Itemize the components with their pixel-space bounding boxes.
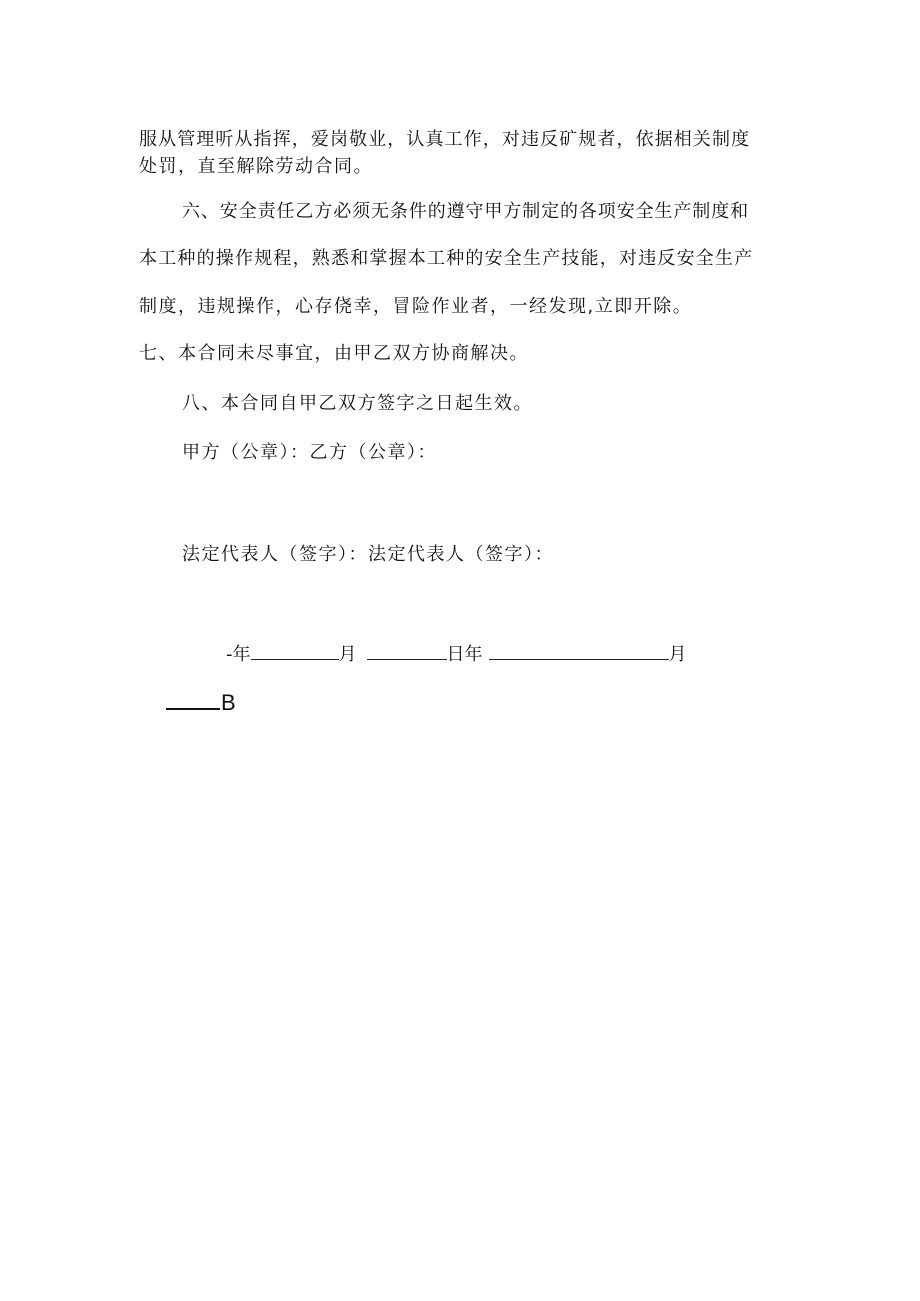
date-line bbox=[226, 641, 687, 667]
date-blank-2 bbox=[367, 641, 447, 660]
legal-representative-line: 法定代表人（签字）：法定代表人（签字）： bbox=[182, 544, 554, 565]
date-blank-1 bbox=[251, 641, 339, 660]
clause-six-line-2: 本工种的操作规程，熟悉和掌握本工种的安全生产技能，对违反安全生产 bbox=[139, 248, 754, 269]
paragraph-line-2: 处罚，直至解除劳动合同。 bbox=[139, 156, 373, 177]
paragraph-line-1: 服从管理听从指挥，爱岗敬业，认真工作，对违反矿规者，依据相关制度 bbox=[139, 129, 751, 150]
clause-six-line-3: 制度，违规操作，心存侥幸，冒险作业者，一经发现,立即开除。 bbox=[139, 296, 693, 317]
party-seal-line: 甲方（公章）：乙方（公章）： bbox=[182, 442, 437, 463]
date-month-2: 月 bbox=[668, 644, 687, 665]
signature-letter: B bbox=[221, 690, 236, 715]
date-blank-3 bbox=[489, 641, 669, 660]
date-prefix: -年 bbox=[226, 644, 251, 665]
signature-blank bbox=[166, 688, 220, 710]
date-month-1: 月 bbox=[338, 644, 357, 665]
signature-mark bbox=[166, 688, 236, 716]
clause-seven: 七、本合同未尽事宜，由甲乙双方协商解决。 bbox=[139, 343, 529, 364]
date-day-year: 日年 bbox=[446, 644, 483, 665]
clause-eight: 八、本合同自甲乙双方签字之日起生效。 bbox=[182, 393, 533, 414]
clause-six-line-1: 六、安全责任乙方必须无条件的遵守甲方制定的各项安全生产制度和 bbox=[182, 201, 749, 222]
